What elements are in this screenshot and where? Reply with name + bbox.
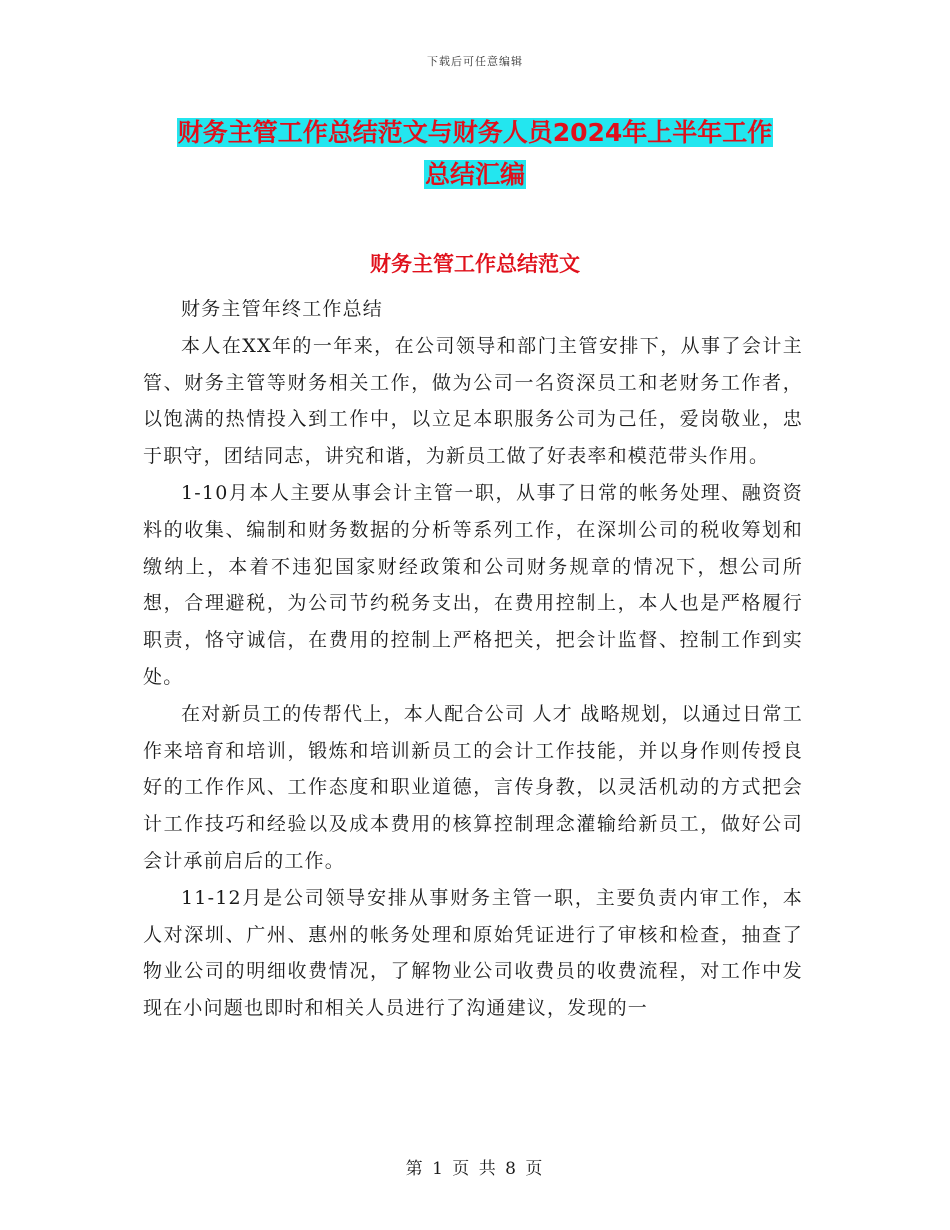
paragraph-1: 财务主管年终工作总结	[181, 298, 384, 320]
paragraph-2: 本人在XX年的一年来，在公司领导和部门主管安排下，从事了会计主管、财务主管等财务相关工作，做为公司一名资深员工和老财务工作者，以饱满的热情投入到工作中，以立足本职服务公司为己任，爱岗敬业，忠于职守，团结同志，讲究和谐，为新员工做了好表率和模范带头作用。	[143, 334, 803, 468]
document-body	[143, 291, 803, 1027]
paragraph-3: 1-10月本人主要从事会计主管一职，从事了日常的帐务处理、融资资料的收集、编制和财务数据的分析等系列工作，在深圳公司的税收筹划和缴纳上，本着不违犯国家财经政策和公司财务规章的情况下，想公司所想，合理避税，为公司节约税务支出，在费用控制上，本人也是严格履行职责，恪守诚信，在费用的控制上严格把关，把会计监督、控制工作到实处。	[143, 481, 803, 688]
document-title-line-1: 财务主管工作总结范文与财务人员2024年上半年工作	[177, 118, 773, 147]
document-title	[0, 112, 950, 196]
paragraph-5: 11-12月是公司领导安排从事财务主管一职，主要负责内审工作，本人对深圳、广州、惠州的帐务处理和原始凭证进行了审核和检查，抽查了物业公司的明细收费情况，了解物业公司收费员的收费流程，对工作中发现在小问题也即时和相关人员进行了沟通建议，发现的一	[143, 886, 803, 1020]
page-header-note: 下载后可任意编辑	[427, 55, 523, 68]
paragraph-4: 在对新员工的传帮代上，本人配合公司 人才 战略规划，以通过日常工作来培育和培训，锻炼和培训新员工的会计工作技能，并以身作则传授良好的工作作风、工作态度和职业道德，言传身教，以灵活机动的方式把会计工作技巧和经验以及成本费用的核算控制理念灌输给新员工，做好公司会计承前启后的工作。	[143, 702, 803, 872]
section-title: 财务主管工作总结范文	[370, 252, 580, 276]
document-title-line-2: 总结汇编	[424, 160, 525, 189]
page-number-footer: 第 1 页 共 8 页	[405, 1159, 545, 1179]
